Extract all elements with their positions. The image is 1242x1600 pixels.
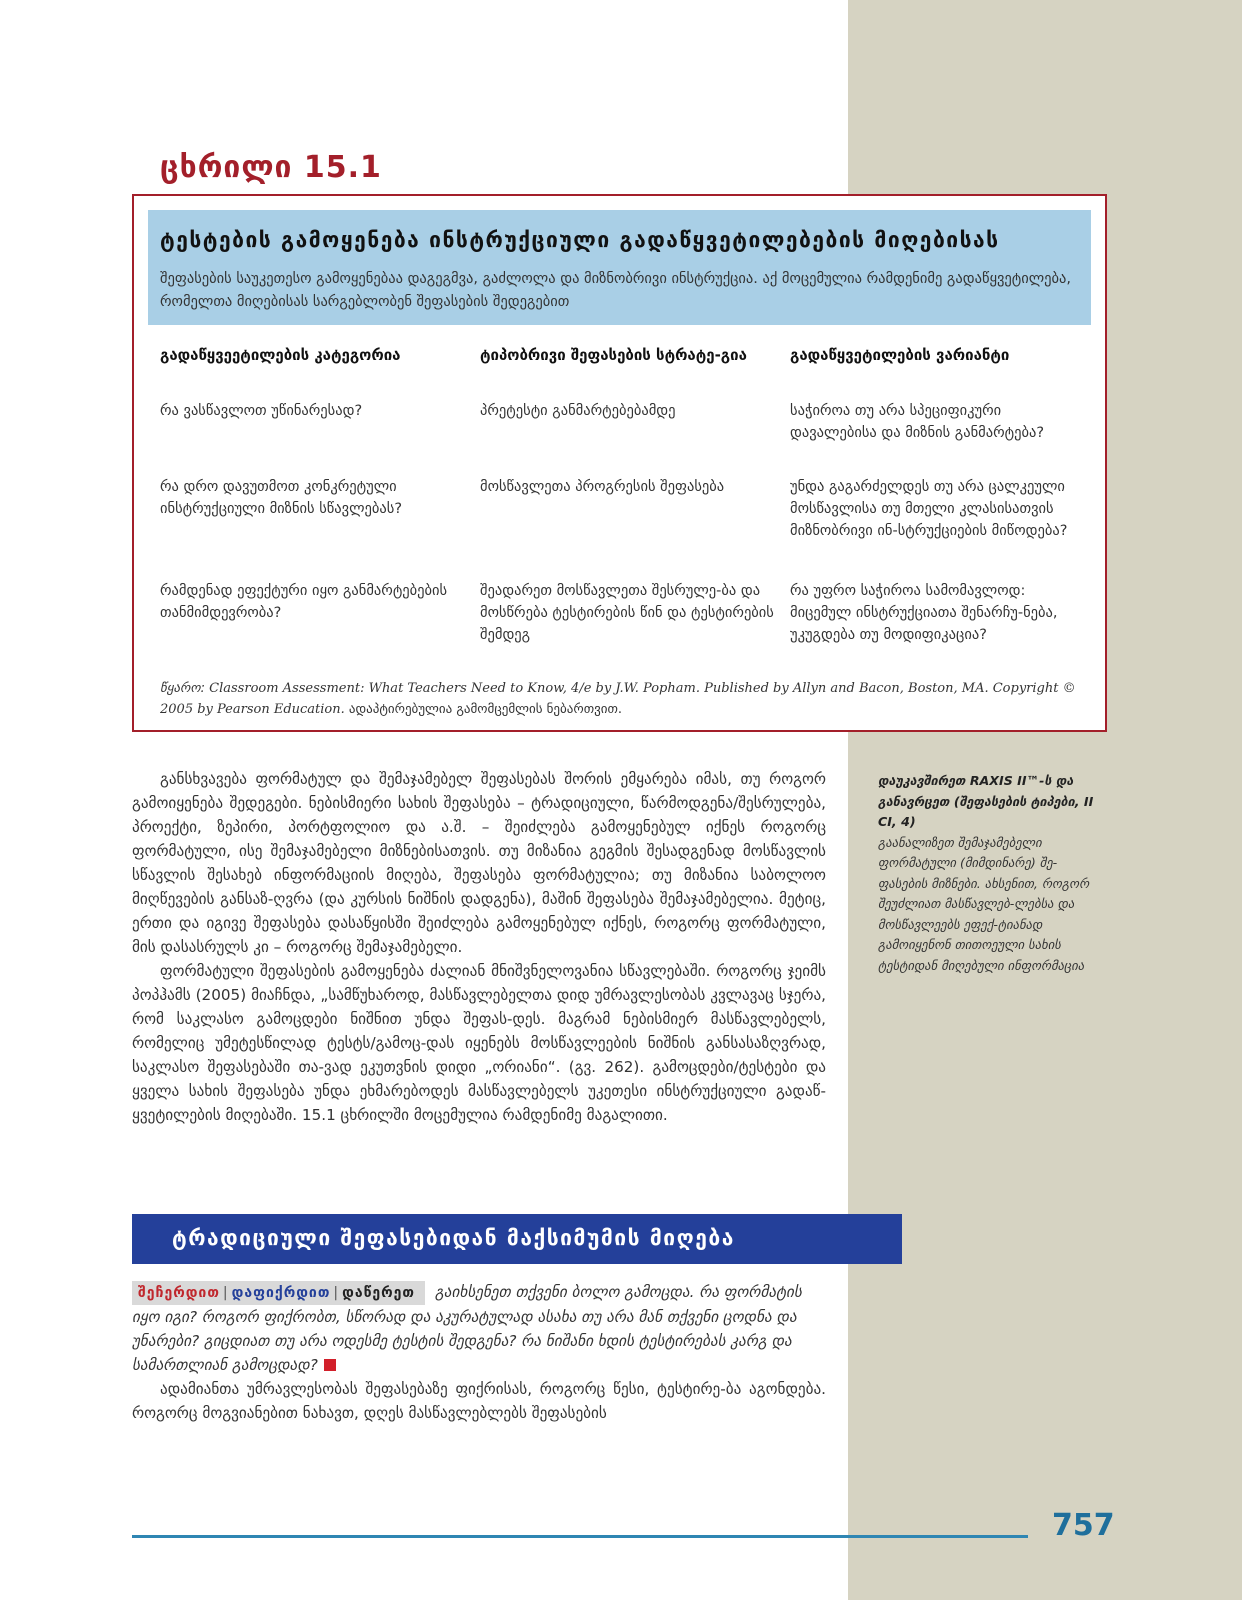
source-label: წყარო:: [160, 681, 206, 696]
table-15-1: [132, 194, 1107, 732]
source-reference: Classroom Assessment: What Teachers Need to Know, 4/e by J.W. Popham. Published by Allyn and Bacon, Boston, MA. Copyright © 2005 by Pearson Education.: [160, 681, 1076, 717]
reflect-box: [132, 1280, 826, 1377]
paragraph: ადამიანთა უმრავლესობას შეფასებაზე ფიქრისას, როგორც წესი, ტესტირე-ბა აგონდება. როგორც მოგვიანებით ნახავთ, დღეს მასწავლებლებს შეფასების: [132, 1380, 826, 1422]
column-header-strategy: ტიპობრივი შეფასების სტრატე-გია: [480, 346, 747, 364]
tag-separator: |: [333, 1285, 340, 1301]
source-note: ადაპტირებულია გამომცემლის ნებართვით.: [348, 702, 623, 717]
tag-reflect: დაფიქრდით: [231, 1285, 331, 1301]
table-cell: საჭიროა თუ არა სპეციფიკური დავალებისა და მიზნის განმარტება?: [790, 403, 1045, 441]
paragraph: ფორმატული შეფასების გამოყენება ძალიან მნიშვნელოვანია სწავლებაში. როგორც ჯეიმს პოპჰამს (2005) მიაჩნდა, „სამწუხაროდ, მასწავლებელთა დიდ უმრავლესობას კვლავაც სჯერა, რომ საკლასო გამოცდები ნიშნით უნდა შეფას-დეს. მაგრამ ნებისმიერ მასწავლებელს, რომელიც უმეტესწილად ტესტს/გამოც-დას იყენებს მოსწავლეების ნიშნის განსასაზღვრად, საკლასო შეფასებაში თა-ვად ეკუთვნის დიდი „ორიანი“. (გვ. 262). გამოცდები/ტესტები და ყველა სახის შეფასება უნდა ეხმარებოდეს მასწავლებელს უკეთესი ინსტრუქციული გადაწ-ყვეტილების მიღებაში. 15.1 ცხრილში მოცემულია რამდენიმე მაგალითი.: [132, 962, 826, 1124]
body-text-continued: [132, 1377, 826, 1425]
table-header-band: [148, 210, 1091, 325]
table-title: ტესტების გამოყენება ინსტრუქციული გადაწყვეტილებების მიღებისას: [160, 228, 1000, 252]
section-heading-bar: [132, 1214, 902, 1264]
column-header-category: გადაწყვეეტილების კატეგორია: [160, 346, 401, 364]
margin-note: [878, 771, 1104, 976]
reflect-text: გაიხსენეთ თქვენი ბოლო გამოცდა. რა ფორმატის იყო იგი? როგორ ფიქრობთ, სწორად და აკურატულად ასახა თუ არა მან თქვენი ცოდნა და უნარები? გიცდიათ თუ არა ოდესმე ტესტის შედგენა? რა ნიშანი ხდის ტესტირებას კარგ და სამართლიან გამოცდად?: [132, 1283, 802, 1374]
table-cell: რამდენად ეფექტური იყო განმარტებების თანმიმდევრობა?: [160, 583, 448, 621]
end-square-icon: [324, 1359, 336, 1371]
table-label: ცხრილი 15.1: [160, 150, 382, 185]
tag-write: დაწერეთ: [342, 1285, 415, 1301]
column-header-option: გადაწყვეტილების ვარიანტი: [790, 346, 1010, 364]
reflect-tags: [132, 1281, 425, 1305]
table-intro: შეფასების საუკეთესო გამოყენებაა დაგეგმვა, გაძლოლა და მიზნობრივი ინსტრუქცია. აქ მოცემულია რამდენიმე გადაწყვეტილება, რომელთა მიღებისას სარგებლობენ შეფასების შედეგებით: [160, 271, 1072, 310]
table-cell: მოსწავლეთა პროგრესის შეფასება: [480, 479, 725, 495]
section-title: ტრადიციული შეფასებიდან მაქსიმუმის მიღება: [172, 1226, 735, 1250]
table-cell: შეადარეთ მოსწავლეთა შესრულე-ბა და მოსწრება ტესტირების წინ და ტესტირების შემდეგ: [480, 583, 774, 643]
table-cell: უნდა გაგარძელდეს თუ არა ცალკეული მოსწავლისა თუ მთელი კლასისათვის მიზნობრივი ინ-სტრუქციების მიწოდება?: [790, 479, 1068, 539]
tag-stop: შეჩერდით: [138, 1285, 220, 1301]
table-source: [160, 678, 1090, 720]
page-number: 757: [1052, 1508, 1115, 1543]
margin-note-text: გაანალიზეთ შემაჯამებელი ფორმატული (მიმდინარე) შე-ფასების მიზნები. ახსენით, როგორ შეუძლიათ მასწავლებ-ლებსა და მოსწავლეებს ეფექ-ტიანად გამოიყენონ თითოეული სახის ტესტიდან მიღებული ინფორმაცია: [878, 834, 1090, 973]
table-cell: პრეტესტი განმარტებებამდე: [480, 403, 676, 419]
margin-note-heading: დაუკავშირეთ RAXIS II™-ს და განავრცეთ (შეფასების ტიპები, II CI, 4): [878, 773, 1094, 829]
paragraph: განსხვავება ფორმატულ და შემაჯამებელ შეფასებას შორის ემყარება იმას, თუ როგორ გამოიყენება შედეგები. ნებისმიერი სახის შეფასება – ტრადიციული, წარმოდგენა/შესრულება, პროექტი, ზეპირი, პორტფოლიო და ა.შ. – შეიძლება გამოყენებულ იქნეს როგორც ფორმატული, ისე შემაჯამებელი მიზნებისათვის. თუ მიზანია გეგმის შესადგენად მოსწავლის სწავლის შესახებ ინფორმაციის მიღება, შეფასება ფორმატულია; თუ მიზანია საბოლოო მიღწევების განსაზ-ღვრა (და კურსის ნიშნის დადგენა), მაშინ შეფასება შემაჯამებელია. მეტიც, ერთი და იგივე შეფასება დასაწყისში შეიძლება გამოყენებულ იქნეს, როგორც ფორმატული, მის დასასრულს კი – როგორც შემაჯამებელი.: [132, 770, 826, 956]
footer-rule: [132, 1535, 1028, 1538]
table-cell: რა უფრო საჭიროა სამომავლოდ: მიცემულ ინსტრუქციათა შენარჩუ-ნება, უკუგდება თუ მოდიფიკაცია?: [790, 583, 1058, 643]
body-text-main: [132, 767, 826, 1127]
tag-separator: |: [222, 1285, 229, 1301]
table-cell: რა დრო დავუთმოთ კონკრეტული ინსტრუქციული მიზნის სწავლებას?: [160, 479, 403, 517]
table-cell: რა ვასწავლოთ უწინარესად?: [160, 403, 363, 419]
